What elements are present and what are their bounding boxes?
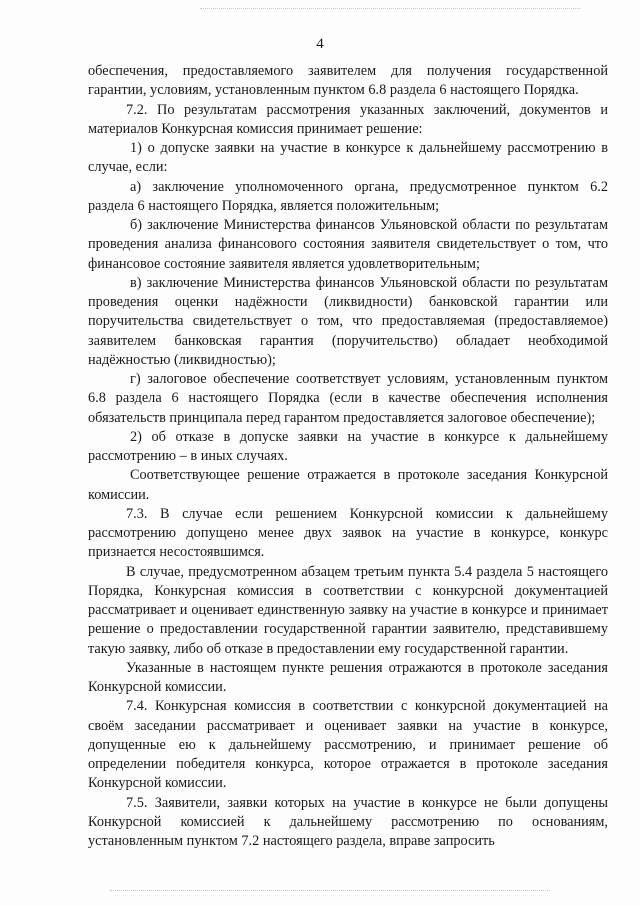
paragraph-7-2-item-g: г) залоговое обеспечение соответствует условиям, установленным пунктом 6.8 раздела 6 настоящего Порядка (если в качестве обеспечения исполнения обязательств принципала перед гарантом предоставляется залоговое обеспечение); bbox=[88, 371, 608, 426]
paragraph-7-3-protocol: Указанные в настоящем пункте решения отражаются в протоколе заседания Конкурсной комиссии. bbox=[88, 659, 608, 695]
document-body bbox=[88, 62, 608, 851]
paragraph-7-3-single-bid: В случае, предусмотренном абзацем третьим пункта 5.4 раздела 5 настоящего Порядка, Конкурсная комиссия в соответствии с конкурсной документацией рассматривает и оценивает единственную заявку на участие в конкурсе и принимает решение о предоставлении государственной гарантии заявителю, представившему такую заявку, либо об отказе в предоставлении ему государственной гарантии. bbox=[88, 563, 608, 657]
page-number: 4 bbox=[316, 36, 324, 52]
paragraph-7-2-item-b: б) заключение Министерства финансов Ульяновской области по результатам проведения анализа финансового состояния заявителя свидетельствует о том, что финансовое состояние заявителя является удовлетворительным; bbox=[88, 217, 608, 272]
paragraph-7-2: 7.2. По результатам рассмотрения указанных заключений, документов и материалов Конкурсная комиссия принимает решение: bbox=[88, 101, 608, 137]
paragraph-7-2-item-a: а) заключение уполномоченного органа, предусмотренное пунктом 6.2 раздела 6 настоящего Порядка, является положительным; bbox=[88, 178, 608, 214]
scan-artifact-top bbox=[200, 8, 580, 10]
paragraph-7-2-item-v: в) заключение Министерства финансов Ульяновской области по результатам проведения оценки надёжности (ликвидности) банковской гарантии или поручительства свидетельствует о том, что предоставляемая (предоставляемое) заявителем банковская гарантия (поручительство) обладает необходимой надёжностью (ликвидностью); bbox=[88, 274, 608, 368]
paragraph-7-4: 7.4. Конкурсная комиссия в соответствии с конкурсной документацией на своём заседании рассматривает и оценивает заявки на участие в конкурсе, допущенные ею к дальнейшему рассмотрению, и принимает решение об определении победителя конкурса, которое отражается в протоколе заседания Конкурсной комиссии. bbox=[88, 698, 608, 792]
paragraph-7-2-item-2: 2) об отказе в допуске заявки на участие в конкурсе к дальнейшему рассмотрению – в иных случаях. bbox=[88, 428, 608, 464]
paragraph-continuation: обеспечения, предоставляемого заявителем для получения государственной гарантии, условиям, установленным пунктом 6.8 раздела 6 настоящего Порядка. bbox=[88, 63, 608, 99]
paragraph-7-5: 7.5. Заявители, заявки которых на участие в конкурсе не были допущены Конкурсной комиссией к дальнейшему рассмотрению по основаниям, установленным пунктом 7.2 настоящего раздела, вправе запросить bbox=[88, 794, 608, 849]
paragraph-7-2-protocol: Соответствующее решение отражается в протоколе заседания Конкурсной комиссии. bbox=[88, 467, 608, 503]
paragraph-7-3: 7.3. В случае если решением Конкурсной комиссии к дальнейшему рассмотрению допущено менее двух заявок на участие в конкурсе, конкурс признается несостоявшимся. bbox=[88, 505, 608, 561]
scan-artifact-bottom bbox=[110, 890, 550, 892]
paragraph-7-2-item-1: 1) о допуске заявки на участие в конкурсе к дальнейшему рассмотрению в случае, если: bbox=[88, 140, 608, 176]
